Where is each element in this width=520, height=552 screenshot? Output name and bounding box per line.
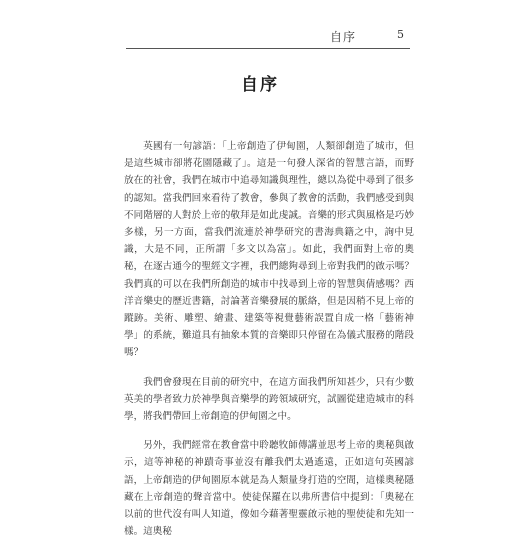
paragraph-1: 英國有一句諺語：「上帝創造了伊甸園，人類卻創造了城市，但是這些城市卻將花園隱藏了」。這是一句發人深省的智慧言語，而野放在的社會，我們在城市中追尋知識與理性，總以為從中尋到了很多的認知。當我們回來看待了教會，參與了教會的活動，我們感受到與不同階層的人對於上帝的敬拜是如此虔誠。音樂的形式與風格是巧妙多樣，另一方面，當我們流連於神學研究的書海典籍之中，詢中見識，大是不同，正所謂「多文以為富」。如此，我們面對上帝的奧秘，在逐古通今的聖經文字裡，我們總夠尋到上帝對我們的啟示嗎？我們真的可以在我們所創造的城市中找尋到上帝的智慧與倩感嗎？西洋音樂史的歷近書籍，討論著音樂發展的脈絡，但是因稍不見上帝的蹤跡。美術、雕塑、繪畫、建築等視覺藝術誤置自成一格「藝術神學」的系統，難道具有抽象本質的音樂即只停留在為儀式服務的階段嗎？: [124, 141, 414, 359]
paragraph-3: 另外，我們經常在教會當中聆聽牧師傳講並思考上帝的奧秘與啟示，這等神秘的神蹟奇事並沒有離我們太過遙遠，正如這句英國諺語，上帝創造的伊甸園原本就是為人類量身打造的空間，這樣奧秘隱藏在上帝創造的聲音當中。使徒保羅在以弗所書信中提到：「奧秘在以前的世代沒有叫人知道，像如今藉著聖靈啟示祂的聖使徒和先知一樣。這奧秘: [124, 440, 414, 538]
page-number: 5: [397, 28, 404, 41]
running-head: 自序: [330, 30, 357, 44]
chapter-title: 自序: [241, 75, 279, 95]
paragraph-2: 我們會發現在目前的研究中，在這方面我們所知甚少，只有少數英美的學者致力於神學與音樂學的跨領域研究，試圖從建造城市的科學，將我們帶回上帝創造的伊甸園之中。: [124, 376, 414, 423]
body-text: [124, 138, 414, 552]
header-rule: [126, 48, 410, 49]
